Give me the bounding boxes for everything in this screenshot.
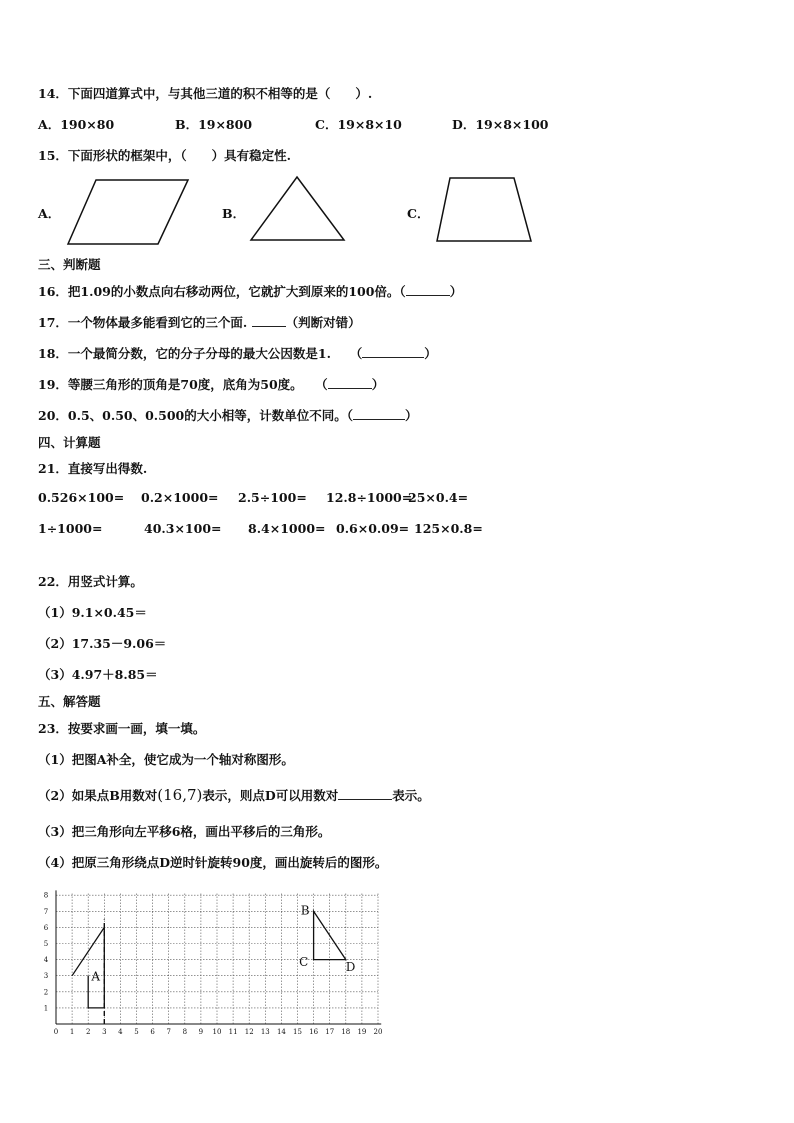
q21-r2-c2: 40.3×100=: [144, 521, 222, 536]
y-tick-label: 7: [43, 907, 49, 916]
q23-item-4: （4）把原三角形绕点D逆时针旋转90度，画出旋转后的图形。: [38, 855, 388, 870]
q22-item-3: （3）4.97＋8.85＝: [38, 667, 158, 682]
q21-r1-c3: 2.5÷100=: [238, 490, 307, 505]
q14-option-b: B．19×800: [175, 117, 253, 132]
q18-text: 18．一个最简分数，它的分子分母的最大公因数是1. （: [38, 346, 363, 361]
label-a: A: [91, 969, 101, 984]
q22-item-2: （2）17.35－9.06＝: [38, 636, 167, 651]
q23-text: 23．按要求画一画，填一填。: [38, 721, 206, 736]
q21-r2-c1: 1÷1000=: [38, 521, 103, 536]
q16-tail: ）: [449, 284, 463, 299]
q18-tail: ）: [424, 346, 437, 361]
x-tick-label: 11: [228, 1028, 238, 1036]
x-tick-label: 10: [212, 1028, 222, 1036]
q21-r1-c1: 0.526×100=: [38, 490, 125, 505]
q22-item-1: （1）9.1×0.45＝: [38, 605, 147, 620]
q20-text: 20．0.5、0.50、0.500的大小相等，计数单位不同。（: [38, 408, 353, 423]
q14-text: 14．下面四道算式中，与其他三道的积不相等的是（ ）.: [38, 86, 373, 101]
q20-tail: ）: [404, 408, 418, 423]
x-tick-label: 7: [166, 1028, 171, 1036]
q21-text: 21．直接写出得数.: [38, 461, 148, 476]
trapezoid-shape: [434, 175, 534, 245]
q23-item-2-tail: 表示。: [392, 788, 430, 803]
x-tick-label: 6: [150, 1028, 155, 1036]
y-tick-label: 3: [43, 972, 49, 981]
q23-item-3: （3）把三角形向左平移6格，画出平移后的三角形。: [38, 824, 331, 839]
coordinate-grid: [30, 884, 400, 1040]
x-tick-label: 1: [69, 1028, 75, 1036]
y-tick-label: 8: [43, 891, 49, 900]
q18: [38, 344, 437, 362]
y-tick-label: 1: [43, 1004, 49, 1013]
x-tick-label: 18: [341, 1028, 351, 1036]
q21-r1-c4: 12.8÷1000=: [326, 490, 413, 505]
q16: [38, 282, 462, 300]
q19-blank[interactable]: [328, 376, 372, 389]
section-calc-heading: 四、计算题: [38, 435, 101, 450]
x-tick-label: 12: [244, 1028, 254, 1036]
label-c: C: [299, 955, 309, 970]
x-tick-label: 5: [134, 1028, 139, 1036]
q21-r1-c2: 0.2×1000=: [141, 490, 219, 505]
q23-item-2-head: （2）如果点B用数对: [38, 788, 158, 803]
q15-label-b: B．: [222, 206, 246, 221]
q17-text: 17．一个物体最多能看到它的三个面.: [38, 315, 248, 330]
x-tick-label: 4: [118, 1028, 123, 1036]
q14-option-d: D．19×8×100: [452, 117, 549, 132]
x-tick-label: 14: [276, 1028, 286, 1036]
x-tick-label: 16: [309, 1028, 319, 1036]
q23-item-2: [38, 786, 430, 804]
x-tick-labels: [54, 1028, 383, 1036]
x-tick-label: 20: [373, 1028, 383, 1036]
x-tick-label: 15: [293, 1028, 302, 1036]
q20: [38, 406, 418, 424]
q20-blank[interactable]: [353, 407, 405, 420]
q23-item-1: （1）把图A补全，使它成为一个轴对称图形。: [38, 752, 294, 767]
x-tick-label: 3: [102, 1028, 107, 1036]
q15-label-c: C．: [407, 206, 430, 221]
x-tick-label: 13: [260, 1028, 270, 1036]
q18-blank[interactable]: [362, 345, 424, 358]
q19: [38, 375, 384, 393]
label-d: D: [345, 959, 356, 974]
q22-text: 22．用竖式计算。: [38, 574, 143, 589]
parallelogram-shape: [66, 178, 190, 248]
q21-r2-c5: 125×0.8=: [414, 521, 483, 536]
q23-pair: (16,7): [157, 786, 203, 804]
q14-option-c: C．19×8×10: [315, 117, 402, 132]
q17-tail: （判断对错）: [285, 315, 361, 330]
x-tick-label: 2: [85, 1028, 91, 1036]
q21-r2-c3: 8.4×1000=: [248, 521, 326, 536]
section-answer-heading: 五、解答题: [38, 694, 101, 709]
q16-blank[interactable]: [406, 283, 450, 296]
q19-text: 19．等腰三角形的顶角是70度，底角为50度。 （: [38, 377, 328, 392]
y-tick-label: 2: [43, 988, 49, 997]
q23-item-2-mid: 表示，则点D可以用数对: [202, 788, 339, 803]
triangle-shape: [248, 174, 348, 244]
q15-text: 15．下面形状的框架中，（ ）具有稳定性.: [38, 148, 291, 163]
y-tick-label: 4: [43, 956, 49, 965]
q14-option-a: A．190×80: [38, 117, 115, 132]
section-judge-heading: 三、判断题: [38, 257, 101, 272]
q17-blank[interactable]: [252, 314, 286, 327]
q21-r2-c4: 0.6×0.09=: [336, 521, 410, 536]
x-tick-label: 0: [53, 1028, 59, 1036]
q17: [38, 313, 361, 331]
label-b: B: [300, 903, 310, 918]
x-tick-label: 19: [357, 1028, 367, 1036]
x-tick-label: 17: [325, 1028, 335, 1036]
x-tick-label: 8: [182, 1028, 188, 1036]
q15-label-a: A．: [38, 206, 61, 221]
y-tick-label: 5: [43, 940, 49, 948]
q23-blank[interactable]: [338, 787, 392, 800]
q21-r1-c5: 25×0.4=: [408, 490, 469, 505]
y-tick-labels: [44, 892, 49, 1013]
q16-text: 16．把1.09的小数点向右移动两位，它就扩大到原来的100倍。（: [38, 284, 406, 299]
y-tick-label: 6: [43, 923, 49, 932]
q19-tail: ）: [371, 377, 385, 392]
x-tick-label: 9: [198, 1028, 204, 1036]
